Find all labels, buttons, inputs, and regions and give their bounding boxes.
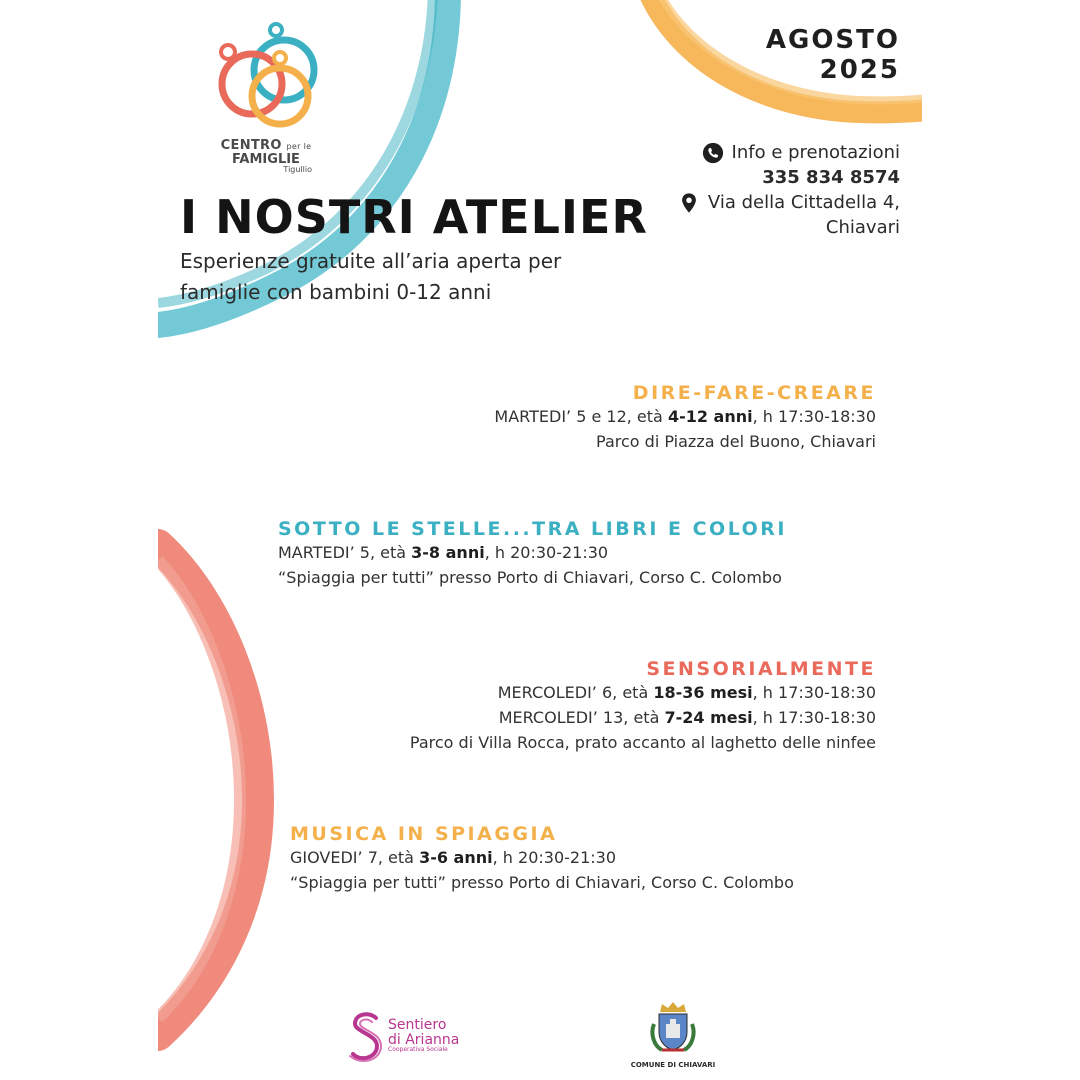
address-line2: Chiavari: [825, 217, 900, 238]
event-dire-fare-creare: [494, 382, 876, 454]
poster: [158, 0, 922, 1080]
time-range: , h 20:30-21:30: [484, 543, 609, 562]
sentiero-s-icon: [348, 1010, 384, 1064]
address-line1: Via della Cittadella 4,: [707, 192, 900, 213]
logo-tigullio: Tigullio: [283, 165, 312, 175]
event-musica-in-spiaggia: [290, 823, 794, 895]
coat-of-arms-icon: [648, 1000, 698, 1056]
age-range: 4-12 anni: [667, 407, 753, 426]
event-place: Parco di Villa Rocca, prato accanto al laghetto delle ninfee: [409, 733, 876, 752]
event-schedule: [278, 540, 787, 565]
event-schedule: [290, 845, 794, 870]
page-title: I NOSTRI ATELIER: [180, 190, 648, 244]
event-schedule-2: [410, 705, 876, 730]
event-title: DIRE-FARE-CREARE: [632, 382, 876, 404]
comune-label: COMUNE DI CHIAVARI: [630, 1061, 716, 1069]
age-range: 3-6 anni: [419, 848, 493, 867]
sentiero-line2: di Arianna: [388, 1031, 460, 1048]
time-range: , h 20:30-21:30: [492, 848, 616, 867]
centro-famiglie-logo: [206, 18, 326, 178]
event-sotto-le-stelle: [278, 518, 787, 590]
time-range: , h 17:30-18:30: [752, 407, 876, 426]
event-schedule: [494, 404, 876, 429]
event-sensorialmente: [410, 658, 876, 755]
schedule-text: MARTEDI’ 5, età: [278, 543, 412, 562]
year-label: 2025: [819, 54, 900, 85]
logo-famiglie: FAMIGLIE: [232, 151, 300, 167]
event-title: SENSORIALMENTE: [646, 658, 876, 680]
schedule-text: GIOVEDI’ 7, età: [290, 848, 420, 867]
logo-per-le: per le: [286, 142, 312, 151]
sentiero-line3: Cooperativa Sociale: [388, 1046, 448, 1054]
phone-number[interactable]: 335 834 8574: [762, 167, 900, 188]
sentiero-line1: Sentiero: [388, 1017, 447, 1033]
sentiero-di-arianna-logo: [348, 1010, 468, 1066]
date-badge: [766, 26, 900, 86]
age-range: 18-36 mesi: [653, 683, 753, 702]
schedule-text: MERCOLEDI’ 13, età: [498, 708, 665, 727]
event-place: “Spiaggia per tutti” presso Porto di Chiavari, Corso C. Colombo: [278, 568, 782, 587]
time-range: , h 17:30-18:30: [752, 683, 876, 702]
month-label: AGOSTO: [765, 25, 900, 55]
info-label: Info e prenotazioni: [731, 142, 900, 163]
schedule-text: MARTEDI’ 5 e 12, età: [494, 407, 668, 426]
event-place: “Spiaggia per tutti” presso Porto di Chiavari, Corso C. Colombo: [290, 873, 794, 892]
family-circles-icon: [206, 18, 326, 138]
phone-icon: [702, 142, 724, 164]
age-range: 3-8 anni: [411, 543, 485, 562]
logo-centro: CENTRO: [220, 138, 282, 153]
event-title: MUSICA IN SPIAGGIA: [290, 823, 558, 845]
event-title: SOTTO LE STELLE...TRA LIBRI E COLORI: [278, 518, 787, 540]
age-range: 7-24 mesi: [664, 708, 753, 727]
event-place: Parco di Piazza del Buono, Chiavari: [596, 432, 876, 451]
time-range: , h 17:30-18:30: [752, 708, 876, 727]
page-subtitle: Esperienze gratuite all’aria aperta per famiglie con bambini 0-12 anni: [180, 249, 562, 304]
event-schedule: [410, 680, 876, 705]
map-pin-icon: [678, 192, 700, 214]
contact-block: [678, 140, 900, 240]
schedule-text: MERCOLEDI’ 6, età: [497, 683, 654, 702]
comune-di-chiavari-logo: [628, 1000, 718, 1075]
